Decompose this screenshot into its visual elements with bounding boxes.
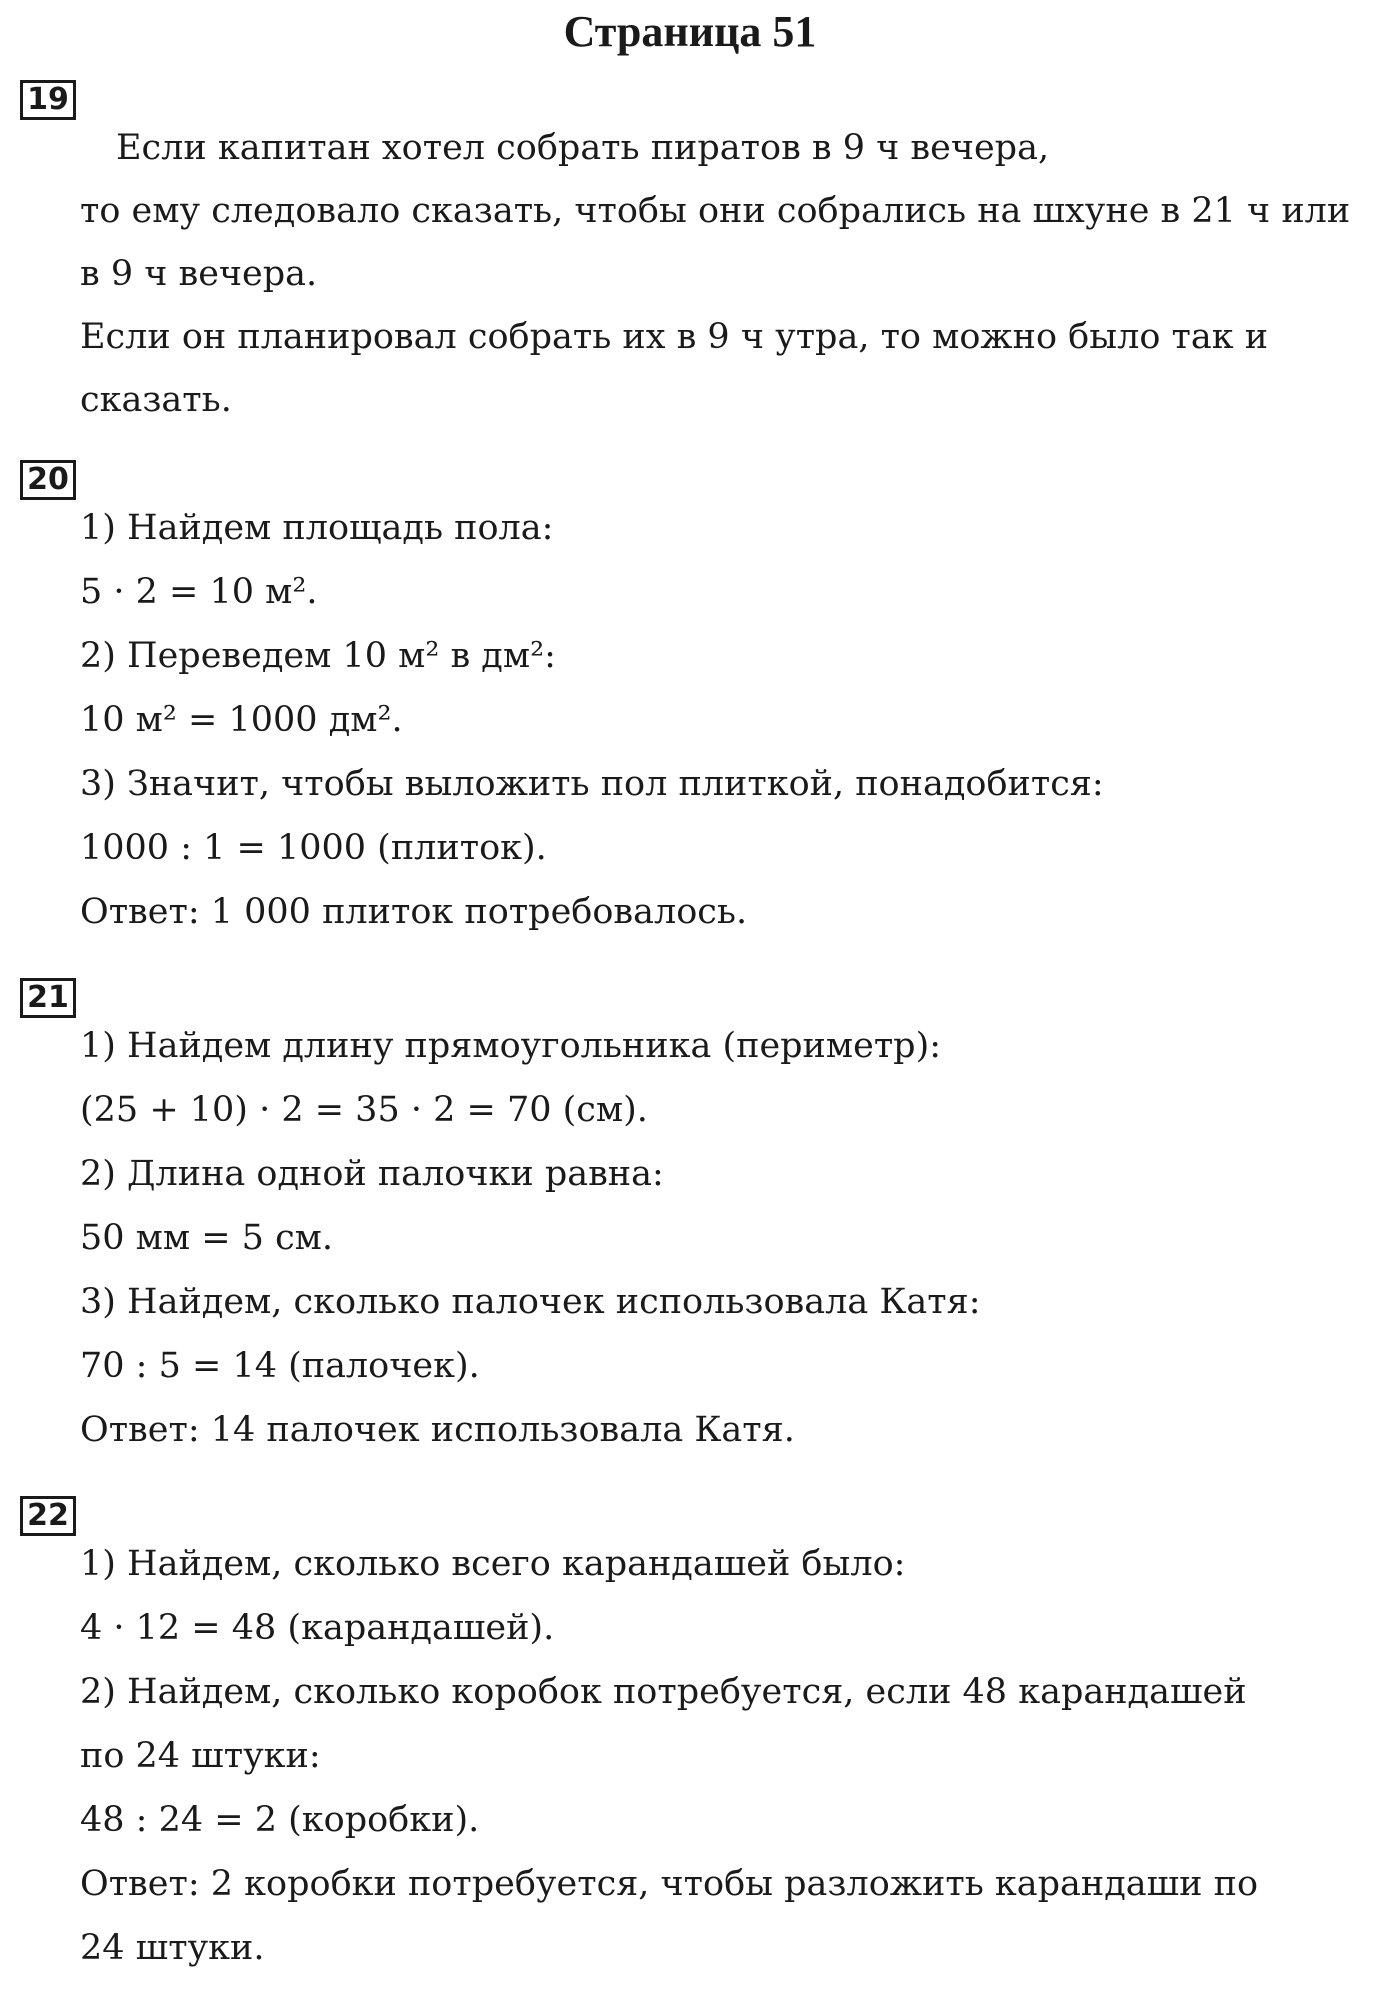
text-line: 1) Найдем площадь пола: [80,508,554,548]
text-line: 2) Найдем, сколько коробок потребуется, если 48 карандашей [80,1672,1247,1712]
answer-line: Ответ: 2 коробки потребуется, чтобы разложить карандаши по [80,1864,1259,1904]
text-line: то ему следовало сказать, чтобы они собрались на шхуне в 21 ч или [80,191,1351,231]
text-line: 3) Найдем, сколько палочек использовала Катя: [80,1282,981,1322]
formula-line: 5 · 2 = 10 м². [80,572,318,612]
task-number: 22 [20,1496,76,1536]
text-line: в 9 ч вечера. [80,254,318,294]
text-line: 1) Найдем длину прямоугольника (периметр): [80,1026,942,1066]
text-line: 3) Значит, чтобы выложить пол плиткой, понадобится: [80,764,1104,804]
text-line: Если он планировал собрать их в 9 ч утра, то можно было так и [80,317,1269,357]
formula-line: 50 мм = 5 см. [80,1218,334,1258]
formula-line: (25 + 10) · 2 = 35 · 2 = 70 (см). [80,1090,648,1130]
text-line: Если капитан хотел собрать пиратов в 9 ч вечера, [116,128,1050,168]
text-line: 1) Найдем, сколько всего карандашей было: [80,1544,906,1584]
text-line: 2) Длина одной палочки равна: [80,1154,664,1194]
task-number: 19 [20,80,76,120]
formula-line: 1000 : 1 = 1000 (плиток). [80,828,547,868]
formula-line: 48 : 24 = 2 (коробки). [80,1800,480,1840]
task-number: 20 [20,460,76,500]
text-line: сказать. [80,380,232,420]
answer-line: Ответ: 14 палочек использовала Катя. [80,1410,795,1450]
formula-line: 70 : 5 = 14 (палочек). [80,1346,480,1386]
formula-line: 10 м² = 1000 дм². [80,700,403,740]
answer-line: 24 штуки. [80,1928,265,1968]
page-title: Страница 51 [563,7,817,56]
text-line: 2) Переведем 10 м² в дм²: [80,636,556,676]
answer-line: Ответ: 1 000 плиток потребовалось. [80,892,748,932]
text-line: по 24 штуки: [80,1736,321,1776]
formula-line: 4 · 12 = 48 (карандашей). [80,1608,555,1648]
task-number: 21 [20,978,76,1018]
